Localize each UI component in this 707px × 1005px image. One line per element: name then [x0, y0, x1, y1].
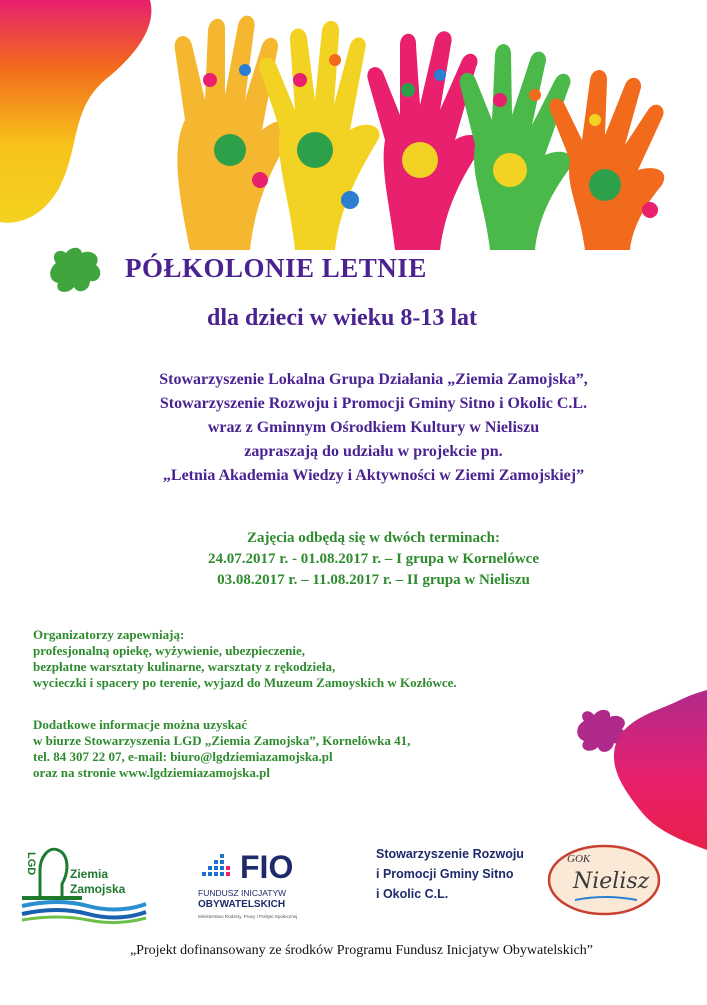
provides-line: profesjonalną opiekę, wyżywienie, ubezpieczenie,: [33, 643, 306, 658]
schedule-heading: Zajęcia odbędą się w dwóch terminach:: [247, 530, 500, 546]
fio-line1: FUNDUSZ INICJATYW: [198, 888, 287, 898]
contact-phone-email: tel. 84 307 22 07, e-mail: biuro@lgdziemiazamojska.pl: [33, 749, 333, 764]
project-name-line: „Letnia Akademia Wiedzy i Aktywności w Ziemi Zamojskiej”: [162, 467, 585, 484]
fio-line2: OBYWATELSKICH: [198, 899, 286, 910]
fio-abbr: FIO: [240, 849, 294, 885]
provides-heading: Organizatorzy zapewniają:: [33, 627, 185, 642]
association-line: Stowarzyszenie Rozwoju: [376, 847, 524, 861]
page-subtitle: dla dzieci w wieku 8-13 lat: [207, 305, 477, 331]
rainbow-paint-blob-right: [600, 690, 707, 850]
schedule-line: 24.07.2017 r. - 01.08.2017 r. – I grupa w Kornelówce: [208, 551, 539, 567]
fio-fundusz-logo: [192, 848, 332, 923]
provides-line: wycieczki i spacery po terenie, wyjazd do Muzeum Zamoyskich w Kozłówce.: [33, 675, 457, 690]
provides-paragraph: [33, 627, 457, 691]
contact-website: oraz na stronie www.lgdziemiazamojska.pl: [33, 765, 270, 780]
gok-abbr: GOK: [567, 853, 591, 865]
organizer-line: wraz z Gminnym Ośrodkiem Kultury w Nieliszu: [207, 419, 540, 436]
green-paint-splat: [46, 245, 106, 297]
association-sitno-logo-text: [376, 844, 524, 904]
contact-heading: Dodatkowe informacje można uzyskać: [33, 717, 248, 732]
association-line: i Okolic C.L.: [376, 887, 449, 901]
gok-nielisz-logo: [545, 838, 663, 918]
gok-name: Nielisz: [573, 869, 650, 894]
contact-address: w biurze Stowarzyszenia LGD „Ziemia Zamojska”, Kornelówka 41,: [33, 733, 411, 748]
organizer-line: zapraszają do udziału w projekcie pn.: [244, 443, 503, 460]
rainbow-paint-blob: [0, 0, 160, 225]
lgd-line2: Zamojska: [70, 882, 126, 896]
page-title: PÓŁKOLONIE LETNIE: [125, 253, 427, 283]
organizer-line: Stowarzyszenie Lokalna Grupa Działania „Ziemia Zamojska”,: [159, 371, 588, 388]
lgd-abbr: LGD: [25, 852, 37, 876]
funding-note-text: „Projekt dofinansowany ze środków Programu Fundusz Inicjatyw Obywatelskich”: [129, 943, 594, 958]
painted-hands-image: [150, 0, 707, 250]
fio-line3: Ministerstwo Rodziny, Pracy i Polityki Społecznej: [198, 914, 298, 919]
organizers-paragraph: [0, 368, 707, 488]
schedule-paragraph: [0, 528, 707, 591]
provides-line: bezpłatne warsztaty kulinarne, warsztaty z rękodzieła,: [33, 659, 336, 674]
association-line: i Promocji Gminy Sitno: [376, 867, 514, 881]
contact-paragraph: [33, 717, 410, 781]
lgd-ziemia-zamojska-logo: [18, 840, 148, 925]
organizer-line: Stowarzyszenie Rozwoju i Promocji Gminy Sitno i Okolic C.L.: [159, 395, 588, 412]
schedule-line: 03.08.2017 r. – 11.08.2017 r. – II grupa w Nieliszu: [217, 572, 530, 588]
funding-note: [0, 943, 707, 959]
lgd-line1: Ziemia: [70, 867, 109, 881]
